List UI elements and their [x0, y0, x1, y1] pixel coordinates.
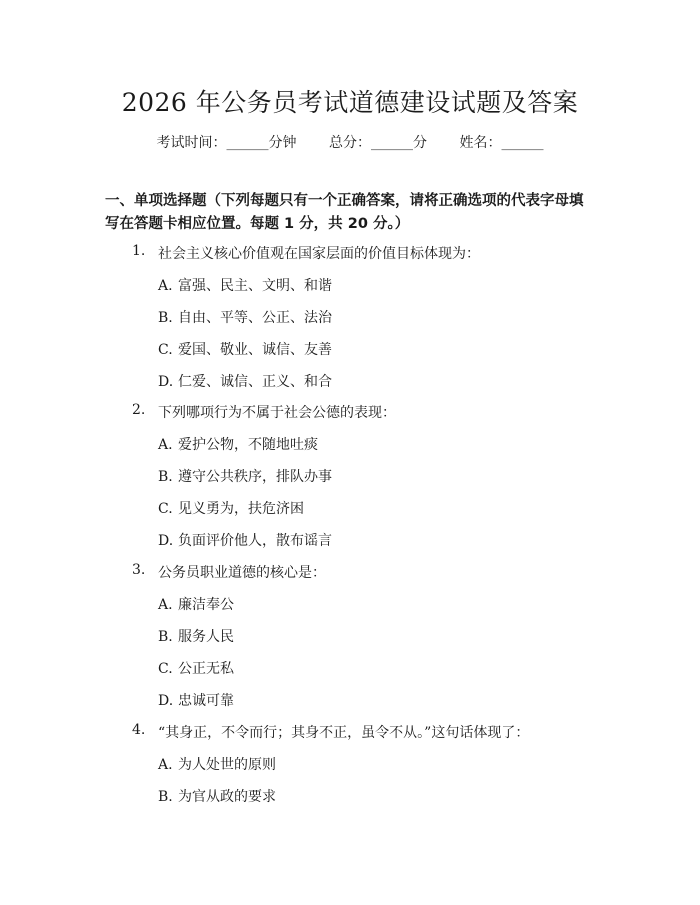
option-letter: D.: [158, 374, 174, 390]
option-letter: C.: [158, 661, 173, 677]
option-letter: C.: [158, 342, 173, 358]
answer-option: [158, 339, 332, 359]
question-text: “其身正，不令而行；其身不正，虽令不从。”这句话体现了：: [158, 725, 530, 741]
answer-option: [158, 498, 304, 518]
option-letter: B.: [158, 629, 173, 645]
option-letter: B.: [158, 310, 173, 326]
answer-option: [158, 466, 332, 486]
option-letter: B.: [158, 469, 173, 485]
answer-option: [158, 626, 234, 646]
option-letter: B.: [158, 789, 173, 805]
option-text: 负面评价他人，散布谣言: [178, 533, 332, 549]
option-letter: A.: [158, 597, 173, 613]
question-number: 1.: [132, 243, 146, 259]
option-text: 为官从政的要求: [178, 789, 276, 805]
option-text: 见义勇为，扶危济困: [178, 501, 304, 517]
option-text: 爱护公物，不随地吐痰: [178, 437, 318, 453]
option-text: 廉洁奉公: [178, 597, 234, 613]
answer-option: [158, 786, 276, 806]
answer-option: [158, 658, 234, 678]
option-text: 忠诚可靠: [178, 693, 234, 709]
answer-option: [158, 690, 234, 710]
exam-info-line: [0, 132, 700, 152]
option-text: 仁爱、诚信、正义、和合: [178, 374, 332, 390]
section-heading: 一、单项选择题（下列每题只有一个正确答案，请将正确选项的代表字母填写在答题卡相应位置。每题 1 分，共 20 分。）: [105, 193, 584, 232]
answer-option: [158, 754, 276, 774]
option-letter: C.: [158, 501, 173, 517]
option-text: 富强、民主、文明、和谐: [178, 278, 332, 294]
answer-option: [158, 275, 332, 295]
option-letter: A.: [158, 437, 173, 453]
option-letter: A.: [158, 757, 173, 773]
question-number: 4.: [132, 722, 146, 738]
option-text: 服务人民: [178, 629, 234, 645]
option-text: 爱国、敬业、诚信、友善: [178, 342, 332, 358]
option-letter: A.: [158, 278, 173, 294]
question-text: 下列哪项行为不属于社会公德的表现：: [158, 405, 396, 421]
total-score-field: 总分：______分: [329, 135, 427, 151]
name-field: 姓名：______: [459, 135, 544, 151]
exam-time-field: 考试时间：______分钟: [156, 135, 297, 151]
option-letter: D.: [158, 693, 174, 709]
option-text: 公正无私: [178, 661, 234, 677]
question-number: 3.: [132, 562, 146, 578]
answer-option: [158, 594, 234, 614]
question-text: 公务员职业道德的核心是：: [158, 565, 326, 581]
document-title: 2026 年公务员考试道德建设试题及答案: [121, 88, 579, 117]
question-number: 2.: [132, 402, 146, 418]
question-text: 社会主义核心价值观在国家层面的价值目标体现为：: [158, 246, 480, 262]
option-letter: D.: [158, 533, 174, 549]
option-text: 为人处世的原则: [178, 757, 276, 773]
answer-option: [158, 530, 332, 550]
option-text: 遵守公共秩序，排队办事: [178, 469, 332, 485]
answer-option: [158, 307, 332, 327]
answer-option: [158, 434, 318, 454]
answer-option: [158, 371, 332, 391]
option-text: 自由、平等、公正、法治: [178, 310, 332, 326]
